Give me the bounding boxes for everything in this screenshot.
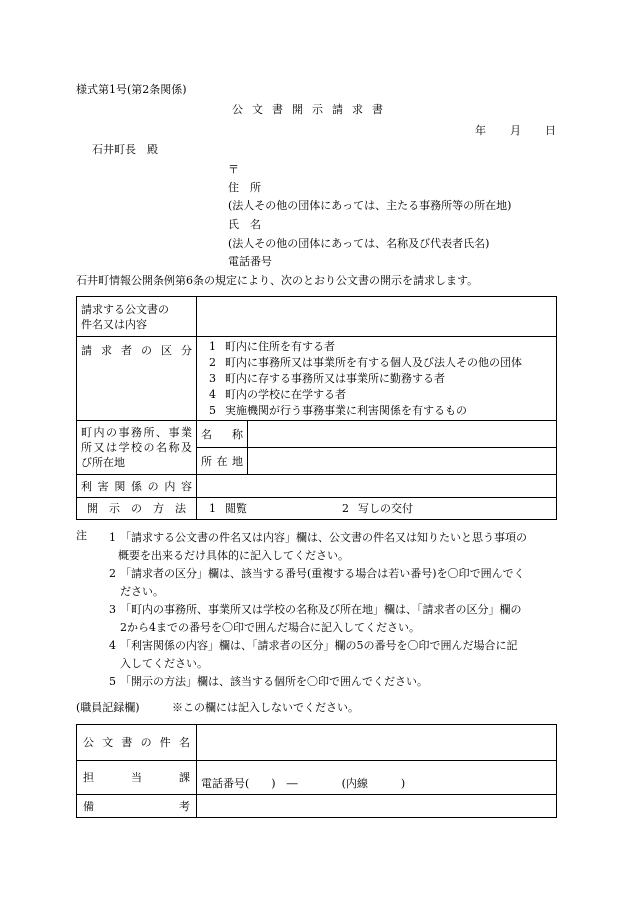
note-item: 1 「請求する公文書の件名又は内容」欄は、公文書の件名又は知りたいと思う事項の 概要を出来るだけ具体的に記入してください。 (109, 531, 527, 562)
staff-note: ※この欄には記入しないでください。 (172, 701, 359, 714)
staff-person-row (77, 761, 557, 795)
category-option[interactable]: 4 町内の学校に在学する者 (209, 387, 346, 401)
office-address-field[interactable] (248, 448, 557, 475)
intro-text: 石井町情報公開条例第6条の規定により、次のとおり公文書の開示を請求します。 (76, 274, 479, 287)
page-title: 公文書開示請求書 (232, 103, 392, 116)
category-option[interactable]: 1 町内に住所を有する者 (209, 339, 335, 353)
date-day-label: 日 (545, 124, 556, 137)
notes (76, 529, 562, 691)
address-label: 住 所 (228, 181, 261, 194)
phone-label: 電話番号 (228, 255, 272, 268)
office-label: 町内の事務所、事業 所又は学校の名称及 び所在地 (77, 421, 197, 475)
date-month-label: 月 (510, 124, 521, 137)
staff-remarks-field[interactable] (197, 795, 557, 818)
staff-table (76, 724, 557, 818)
name-label: 氏 名 (228, 218, 261, 231)
office-name-label: 名 称 (197, 421, 248, 448)
category-label: 請求者の区分 (77, 337, 197, 421)
method-row (77, 498, 557, 520)
staff-remarks-label: 備考 (77, 795, 197, 818)
office-name-field[interactable] (248, 421, 557, 448)
note-item: 4 「利害関係の内容」欄は、「請求者の区分」欄の5の番号を〇印で囲んだ場合に記 入してください。 (109, 639, 518, 670)
staff-doc-row (77, 725, 557, 761)
staff-heading: (職員記録欄) (76, 701, 140, 714)
category-option[interactable]: 2 町内に事務所又は事業所を有する個人及び法人その他の団体 (209, 355, 522, 369)
note-item: 5 「開示の方法」欄は、該当する個所を〇印で囲んでください。 (109, 675, 428, 688)
addressee: 石井町長 殿 (92, 143, 158, 156)
category-option[interactable]: 3 町内に存する事務所又は事業所に勤務する者 (209, 371, 445, 385)
method-option-view[interactable]: 1 閲覧 (209, 501, 247, 515)
notes-prefix: 注 (76, 529, 87, 542)
note-item: 2 「請求者の区分」欄は、該当する番号(重複する場合は若い番号)を〇印で囲んでく ださい。 (109, 567, 525, 598)
doc-name-row (77, 297, 557, 337)
staff-person-label: 担当課 (77, 761, 197, 795)
doc-name-label: 請求する公文書の 件名又は内容 (77, 297, 197, 337)
method-options[interactable] (197, 498, 557, 520)
staff-remarks-row (77, 795, 557, 818)
staff-doc-label: 公文書の件名 (77, 725, 197, 761)
request-table (76, 296, 557, 520)
interest-field[interactable] (197, 475, 557, 498)
method-option-copy[interactable]: 2 写しの交付 (342, 501, 413, 515)
category-options[interactable] (197, 337, 557, 421)
method-label: 開示の方法 (77, 498, 197, 520)
date-year-label: 年 (475, 124, 486, 137)
staff-phone-field[interactable]: 電話番号( ) ― (内線 ) (197, 761, 557, 795)
staff-doc-field[interactable] (197, 725, 557, 761)
doc-name-field[interactable] (197, 297, 557, 337)
category-row (77, 337, 557, 421)
name-note: (法人その他の団体にあっては、名称及び代表者氏名) (228, 237, 490, 250)
postal-mark: 〒 (228, 163, 239, 176)
form-number: 様式第1号(第2条関係) (76, 83, 187, 96)
note-item: 3 「町内の事務所、事業所又は学校の名称及び所在地」欄は、「請求者の区分」欄の 2から4までの番号を〇印で囲んだ場合に記入してください。 (109, 603, 522, 634)
office-name-row (77, 421, 557, 448)
interest-row (77, 475, 557, 498)
address-note: (法人その他の団体にあっては、主たる事務所等の所在地) (228, 199, 512, 212)
category-option[interactable]: 5 実施機関が行う事務事業に利害関係を有するもの (209, 403, 467, 417)
interest-label: 利害関係の内容 (77, 475, 197, 498)
office-address-label: 所在地 (197, 448, 248, 475)
